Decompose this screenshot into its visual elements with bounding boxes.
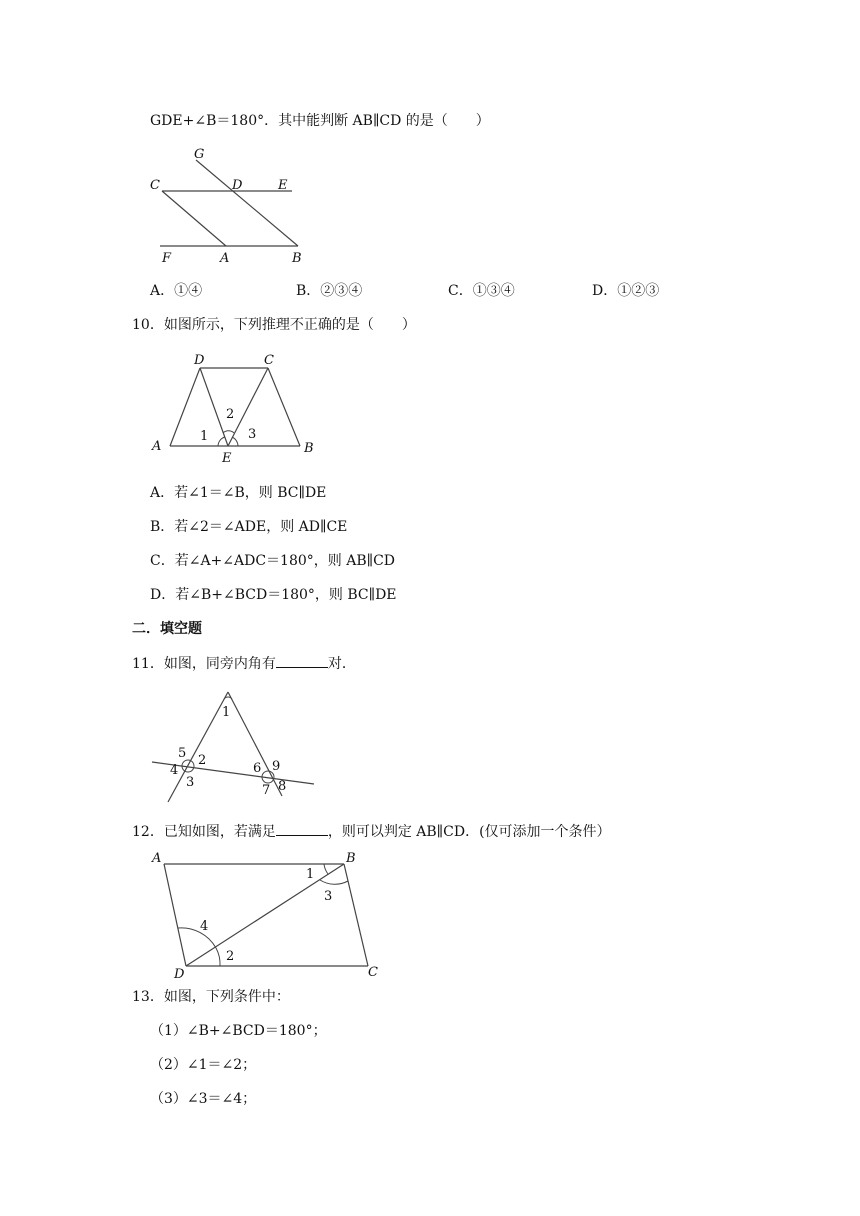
q10-angle-3: 3 [248, 427, 257, 442]
q11-angle-8: 8 [278, 779, 287, 794]
q11-angle-2: 2 [198, 753, 207, 768]
q9-option-a[interactable]: A．①④ [150, 283, 203, 299]
q10-label-B: B [304, 441, 314, 456]
q10-label-D: D [194, 353, 205, 368]
q13-condition-2: （2）∠1＝∠2； [150, 1057, 257, 1073]
q9-label-B: B [292, 251, 302, 266]
q10-option-a[interactable]: A．若∠1＝∠B，则 BC∥DE [150, 485, 327, 501]
q9-label-G: G [194, 147, 205, 162]
q12-label-C: C [368, 965, 378, 980]
q9-stem-tail: GDE+∠B＝180°．其中能判断 AB∥CD 的是（ ） [150, 113, 490, 129]
q9-option-b[interactable]: B．②③④ [296, 283, 363, 299]
q9-label-F: F [162, 251, 172, 266]
q9-label-E: E [278, 178, 288, 193]
q11-angle-1: 1 [222, 705, 231, 720]
section-title: 二．填空题 [132, 621, 202, 637]
q12-stem [132, 822, 611, 841]
q11-angle-6: 6 [253, 761, 262, 776]
q11-stem-before: 11．如图，同旁内角有 [132, 656, 276, 672]
q12-angle-4: 4 [200, 919, 209, 934]
q11-angle-7: 7 [262, 783, 271, 798]
q10-label-C: C [264, 353, 274, 368]
q12-angle-1: 1 [306, 867, 315, 882]
q11-figure [150, 684, 325, 806]
q13-stem: 13．如图，下列条件中： [132, 989, 290, 1005]
q12-answer-blank[interactable] [276, 822, 328, 836]
q10-label-E: E [222, 451, 232, 466]
q11-stem-after: 对． [327, 656, 356, 672]
q12-label-B: B [346, 851, 356, 866]
q9-label-D: D [232, 178, 243, 193]
q13-condition-1: （1）∠B+∠BCD＝180°； [150, 1023, 327, 1039]
q12-figure [148, 848, 388, 980]
q9-option-d[interactable]: D．①②③ [592, 283, 660, 299]
q10-angle-2: 2 [226, 407, 235, 422]
q11-answer-blank[interactable] [276, 654, 328, 668]
q9-label-C: C [150, 178, 160, 193]
q12-stem-after: ，则可以判定 AB∥CD．(仅可添加一个条件） [327, 824, 611, 840]
q9-figure [150, 142, 310, 268]
q11-angle-4: 4 [170, 763, 179, 778]
q12-label-A: A [152, 851, 162, 866]
q10-label-A: A [152, 439, 162, 454]
q13-condition-3: （3）∠3＝∠4； [150, 1091, 257, 1107]
q10-option-d[interactable]: D．若∠B+∠BCD＝180°，则 BC∥DE [150, 587, 397, 603]
q9-label-A: A [220, 251, 230, 266]
q10-figure [150, 348, 320, 466]
q10-angle-1: 1 [200, 429, 209, 444]
q12-angle-2: 2 [226, 949, 235, 964]
q11-angle-9: 9 [272, 759, 281, 774]
q11-angle-5: 5 [178, 746, 187, 761]
q12-angle-3: 3 [324, 889, 333, 904]
q10-option-c[interactable]: C．若∠A+∠ADC＝180°，则 AB∥CD [150, 553, 396, 569]
q9-option-c[interactable]: C．①③④ [448, 283, 515, 299]
q10-option-b[interactable]: B．若∠2＝∠ADE，则 AD∥CE [150, 519, 348, 535]
q11-stem [132, 654, 356, 673]
q10-stem: 10．如图所示，下列推理不正确的是（ ） [132, 317, 416, 333]
q11-angle-3: 3 [186, 775, 195, 790]
q12-stem-before: 12．已知如图，若满足 [132, 824, 276, 840]
q12-label-D: D [174, 967, 185, 982]
